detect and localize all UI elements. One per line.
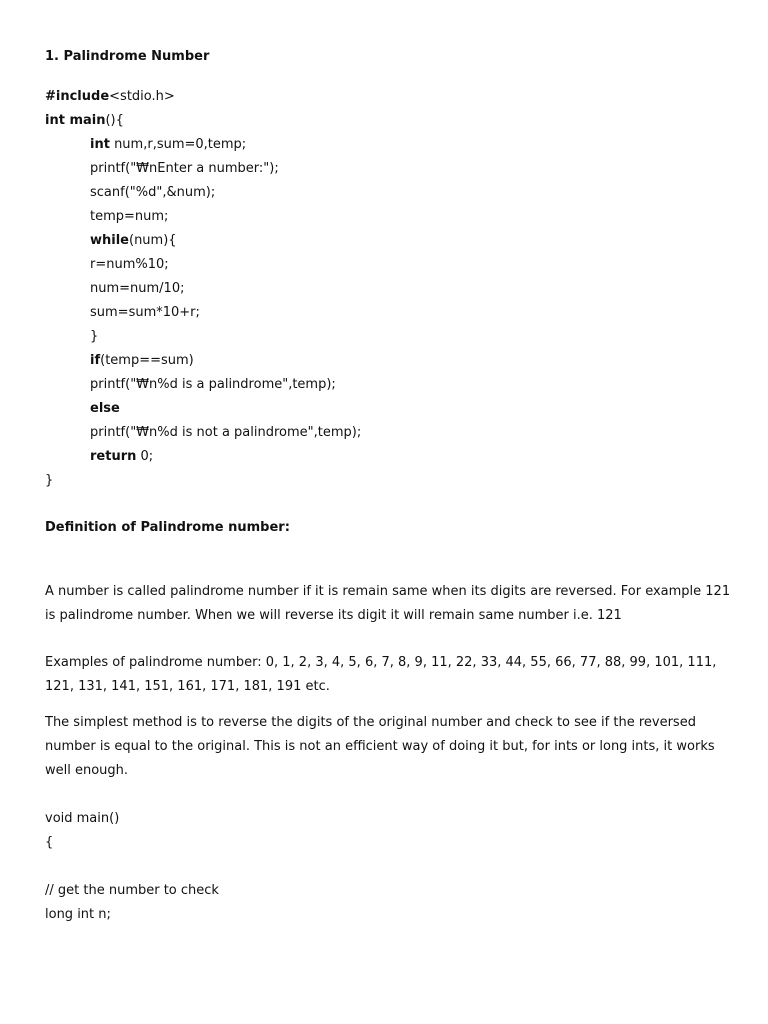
code-line-divide: num=num/10; bbox=[90, 281, 185, 296]
code-line-sum: sum=sum*10+r; bbox=[90, 305, 200, 320]
keyword-while: while bbox=[90, 233, 129, 248]
code-line-close-while: } bbox=[90, 329, 99, 344]
code-line-open-brace: { bbox=[45, 835, 54, 850]
code-line-return bbox=[90, 445, 153, 469]
keyword-int: int bbox=[90, 137, 110, 152]
code-line-temp: temp=num; bbox=[90, 209, 169, 224]
code-line-scanf: scanf("%d",&num); bbox=[90, 185, 216, 200]
definition-paragraph: A number is called palindrome number if it is remain same when its digits are reversed. For example 121 is palindrome number. When we will reverse its digit it will remain same number i.e. 121 bbox=[45, 584, 731, 623]
code-line-while bbox=[90, 229, 177, 253]
definition-heading: Definition of Palindrome number: bbox=[45, 520, 290, 535]
code-line-printf-not-palindrome: printf("₩n%d is not a palindrome",temp); bbox=[90, 425, 362, 440]
page-title: 1. Palindrome Number bbox=[45, 49, 210, 64]
keyword-return: return bbox=[90, 449, 137, 464]
code-line-declaration bbox=[90, 133, 246, 157]
code-line-main bbox=[45, 109, 124, 133]
code-line-printf-palindrome: printf("₩n%d is a palindrome",temp); bbox=[90, 377, 336, 392]
return-value: 0; bbox=[136, 449, 154, 464]
code-line-printf-prompt: printf("₩nEnter a number:"); bbox=[90, 161, 279, 176]
declaration-vars: num,r,sum=0,temp; bbox=[109, 137, 247, 152]
code-line-else: else bbox=[90, 401, 120, 416]
if-condition: (temp==sum) bbox=[100, 353, 194, 368]
keyword-include: #include bbox=[45, 89, 110, 104]
examples-paragraph: Examples of palindrome number: 0, 1, 2, 3, 4, 5, 6, 7, 8, 9, 11, 22, 33, 44, 55, 66, 77, 88, 99, 101, 111, 121, 131, 141, 151, 161, 171, 181, 191 etc. bbox=[45, 655, 717, 694]
code-line-comment: // get the number to check bbox=[45, 883, 219, 898]
include-header: <stdio.h> bbox=[109, 89, 175, 104]
code-line-remainder: r=num%10; bbox=[90, 257, 169, 272]
keyword-if: if bbox=[90, 353, 101, 368]
code-line-close-main: } bbox=[45, 473, 54, 488]
main-signature: (){ bbox=[105, 113, 124, 128]
code-line-include bbox=[45, 85, 175, 109]
method-paragraph: The simplest method is to reverse the digits of the original number and check to see if the reversed number is equal to the original. This is not an efficient way of doing it but, for ints or long ints, it works well enough. bbox=[45, 715, 715, 778]
keyword-int-main: int main bbox=[45, 113, 106, 128]
code-line-long-int: long int n; bbox=[45, 907, 111, 922]
while-condition: (num){ bbox=[129, 233, 177, 248]
code-line-if bbox=[90, 349, 194, 373]
code-line-void-main: void main() bbox=[45, 811, 120, 826]
